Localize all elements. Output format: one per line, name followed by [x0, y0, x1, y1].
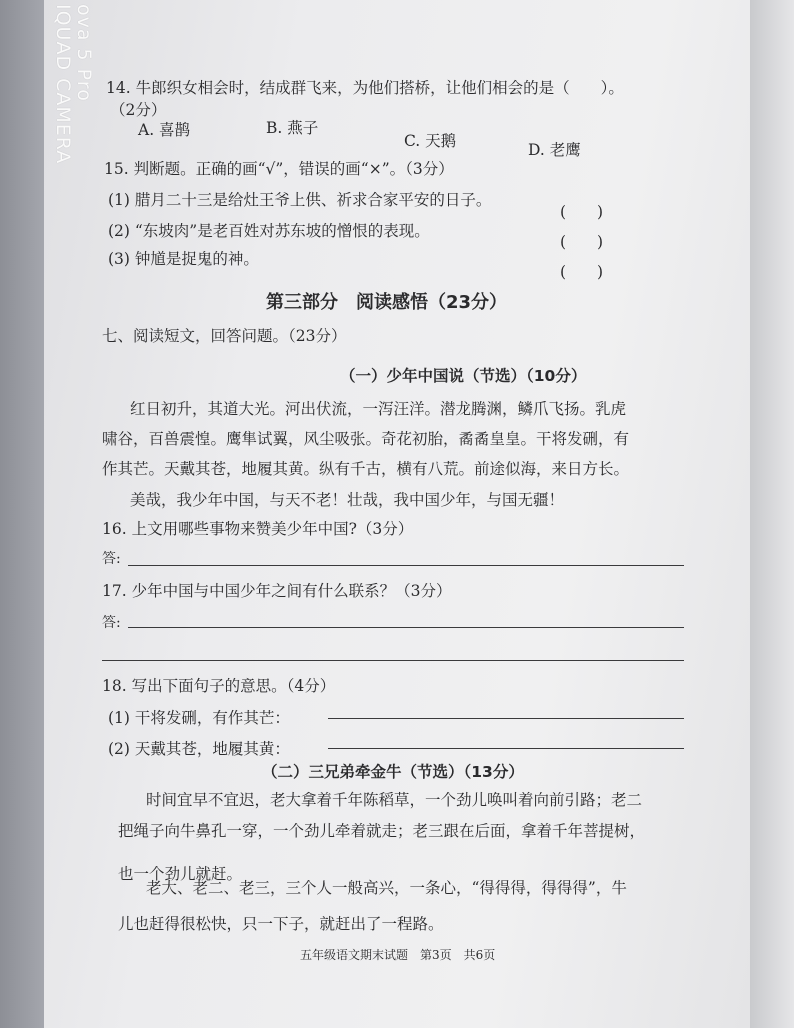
q17-answer-line-1	[128, 627, 684, 628]
q15-stem: 15. 判断题。正确的画“√”，错误的画“×”。（3分）	[104, 160, 454, 178]
q17-answer-line-2	[102, 660, 684, 661]
passage1-line-1: 红日初升，其道大光。河出伏流，一泻汪洋。潜龙腾渊，鳞爪飞扬。乳虎	[130, 400, 627, 418]
passage2-line-3: 也一个劲儿就赶。	[118, 865, 243, 883]
q15-item-2: (2) “东坡肉”是老百姓对苏东坡的憎恨的表现。	[108, 222, 430, 240]
photo-background-right	[750, 0, 794, 1028]
q14-stem: 14. 牛郎织女相会时，结成群飞来，为他们搭桥，让他们相会的是（ ）。	[106, 79, 624, 97]
passage2-line-5: 儿也赶得很松快，只一下子，就赶出了一程路。	[118, 915, 444, 933]
camera-watermark	[52, 4, 94, 164]
q15-bracket-2: ( )	[560, 233, 604, 251]
q16-answer-label: 答:	[102, 551, 121, 567]
q16-stem: 16. 上文用哪些事物来赞美少年中国?（3分）	[102, 520, 414, 538]
q16-answer-line	[128, 565, 684, 566]
passage1-title: （一）少年中国说（节选）（10分）	[340, 367, 587, 385]
photo-background-left	[0, 0, 44, 1028]
passage2-title: （二）三兄弟牵金牛（节选）（13分）	[262, 763, 524, 781]
q15-bracket-1: ( )	[560, 203, 604, 221]
watermark-line-2: IQUAD CAMERA	[52, 4, 74, 165]
part7-title: 七、阅读短文，回答问题。（23分）	[102, 327, 347, 345]
q18-item-1: (1) 干将发硎，有作其芒：	[108, 709, 290, 727]
page-footer: 五年级语文期末试题 第3页 共6页	[300, 948, 496, 962]
q15-item-3: (3) 钟馗是捉鬼的神。	[108, 250, 259, 268]
q14-option-a: A. 喜鹊	[138, 121, 191, 139]
q18-stem: 18. 写出下面句子的意思。（4分）	[102, 677, 336, 695]
q15-bracket-3: ( )	[560, 263, 604, 281]
q14-option-c: C. 天鹅	[404, 132, 457, 150]
q18-item-2: (2) 天戴其苍，地履其黄：	[108, 740, 290, 758]
q15-item-1: (1) 腊月二十三是给灶王爷上供、祈求合家平安的日子。	[108, 191, 492, 209]
q17-stem: 17. 少年中国与中国少年之间有什么联系？（3分）	[102, 582, 452, 600]
section3-title: 第三部分 阅读感悟（23分）	[266, 292, 508, 313]
passage1-line-3: 作其芒。天戴其苍，地履其黄。纵有千古，横有八荒。前途似海，来日方长。	[102, 460, 630, 478]
q14-option-b: B. 燕子	[266, 119, 319, 137]
passage1-line-4: 美哉，我少年中国，与天不老！壮哉，我中国少年，与国无疆！	[130, 491, 565, 509]
q14-option-d: D. 老鹰	[528, 141, 581, 159]
passage2-line-1: 时间宜早不宜迟，老大拿着千年陈稻草，一个劲儿唤叫着向前引路；老二	[146, 791, 643, 809]
q17-answer-label: 答:	[102, 615, 121, 631]
q18-answer-line-2	[328, 748, 684, 749]
watermark-line-1: ova 5 Pro	[73, 4, 95, 102]
passage2-line-4: 老大、老二、老三，三个人一般高兴，一条心，“得得得，得得得”，牛	[146, 879, 627, 897]
passage2-line-2: 把绳子向牛鼻孔一穿，一个劲儿牵着就走；老三跟在后面，拿着千年菩提树，	[118, 822, 646, 840]
q14-score: （2分）	[110, 101, 167, 119]
passage1-line-2: 啸谷，百兽震惶。鹰隼试翼，风尘吸张。奇花初胎，矞矞皇皇。干将发硎，有	[102, 430, 630, 448]
q18-answer-line-1	[328, 718, 684, 719]
exam-paper	[44, 0, 750, 1028]
